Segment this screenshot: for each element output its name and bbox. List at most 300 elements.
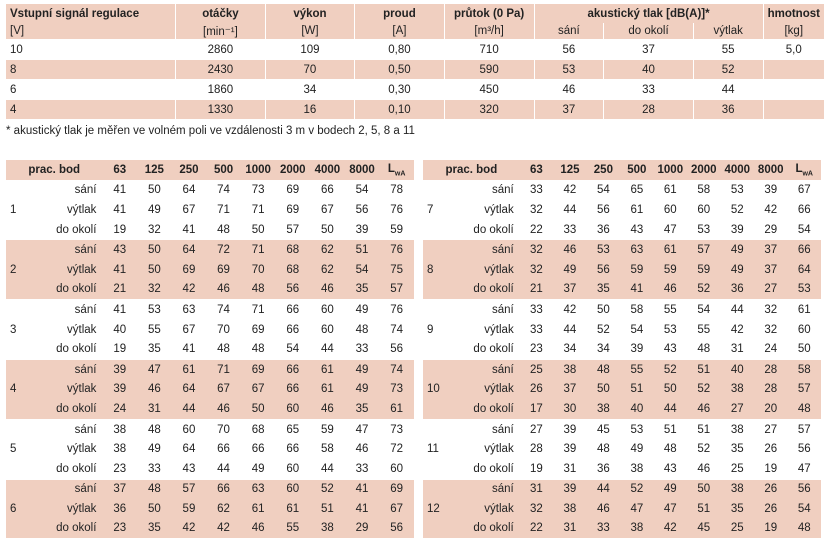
octave-cell: 66: [275, 300, 310, 320]
octave-cell: 56: [286, 283, 300, 296]
octave-cell: 72: [390, 443, 404, 456]
octave-cell: 57: [286, 223, 300, 236]
octave-cell: 48: [596, 443, 610, 456]
octave-cell: 48: [797, 402, 811, 415]
octave-point: 2: [10, 263, 17, 276]
octave-label: výtlak: [484, 323, 514, 336]
octave-cell: 35: [730, 443, 744, 456]
octave-cell: 35: [596, 283, 610, 296]
octave-cell: 75: [390, 263, 404, 276]
octave-cell: 24: [113, 402, 127, 415]
octave-cell: 54: [630, 323, 644, 336]
octave-cell: 28: [754, 359, 787, 379]
octave-cell: 66: [286, 383, 300, 396]
spec-header-col: proud: [355, 4, 445, 23]
octave-label: do okolí: [56, 462, 97, 475]
octave-header-freq: 4000: [724, 163, 751, 176]
octave-cell: 34: [563, 343, 577, 356]
octave-cell: 57: [797, 383, 811, 396]
spec-unit: [V]: [10, 25, 25, 37]
octave-cell: 49: [654, 479, 687, 499]
octave-cell: 38: [113, 443, 127, 456]
octave-cell: 57: [687, 240, 720, 260]
octave-row: [423, 220, 821, 240]
octave-row: [6, 220, 414, 240]
octave-row: [423, 200, 821, 220]
octave-cell: 60: [286, 402, 300, 415]
spec-unit: [m³/h]: [444, 23, 534, 40]
spec-cell: 28: [604, 100, 694, 120]
octave-row: [6, 180, 414, 200]
octave-cell: 31: [563, 462, 577, 475]
octave-cell: 46: [217, 283, 230, 296]
octave-cell: 59: [182, 502, 196, 515]
octave-row: [6, 499, 414, 519]
octave-cell: 63: [241, 479, 276, 499]
octave-cell: 70: [251, 263, 265, 276]
octave-cell: 53: [663, 323, 677, 336]
octave-cell: 74: [390, 323, 404, 336]
octave-cell: 26: [764, 502, 778, 515]
octave-cell: 46: [217, 402, 230, 415]
octave-cell: 25: [520, 359, 553, 379]
octave-point: 9: [427, 323, 434, 336]
octave-cell: 54: [355, 263, 369, 276]
octave-point: [423, 280, 445, 300]
octave-cell: 46: [596, 502, 610, 515]
octave-cell: 46: [320, 283, 334, 296]
octave-cell: 52: [654, 359, 687, 379]
octave-cell: 71: [241, 240, 276, 260]
octave-point: [423, 399, 445, 419]
octave-cell: 38: [630, 462, 644, 475]
octave-cell: 54: [587, 180, 620, 200]
octave-cell: 38: [721, 479, 754, 499]
octave-cell: 46: [147, 383, 161, 396]
octave-cell: 46: [320, 402, 334, 415]
spec-cell: 8: [6, 60, 176, 80]
spec-cell: 0,50: [355, 60, 445, 80]
octave-cell: 39: [754, 180, 787, 200]
spec-cell: 70: [265, 60, 355, 80]
spec-cell: [763, 80, 824, 100]
octave-cell: 49: [721, 240, 754, 260]
octave-cell: 65: [275, 419, 310, 439]
octave-point: 5: [10, 443, 17, 456]
octave-cell: 55: [697, 323, 711, 336]
octave-row: [6, 519, 414, 538]
octave-cell: 31: [730, 343, 744, 356]
octave-point: [6, 359, 28, 379]
octave-cell: 32: [520, 240, 553, 260]
octave-cell: 53: [797, 283, 811, 296]
spec-subheader: sání: [534, 23, 604, 40]
octave-cell: 46: [251, 522, 265, 535]
octave-cell: 38: [596, 402, 610, 415]
octave-cell: 19: [764, 462, 778, 475]
octave-cell: 66: [286, 323, 300, 336]
octave-label: do okolí: [473, 223, 514, 236]
octave-cell: 37: [563, 383, 577, 396]
octave-cell: 53: [721, 180, 754, 200]
octave-label: do okolí: [56, 283, 97, 296]
octave-cell: 60: [390, 462, 404, 475]
octave-cell: 30: [563, 402, 577, 415]
octave-row: [423, 260, 821, 280]
octave-cell: 49: [563, 263, 577, 276]
octave-cell: 27: [764, 283, 778, 296]
octave-label: výtlak: [67, 383, 97, 396]
octave-label: výtlak: [67, 263, 97, 276]
octave-cell: 57: [172, 479, 207, 499]
octave-cell: 52: [310, 479, 345, 499]
octave-row: [6, 399, 414, 419]
octave-cell: 56: [390, 522, 404, 535]
octave-point: [6, 339, 28, 359]
octave-cell: 33: [520, 180, 553, 200]
octave-cell: 39: [563, 443, 577, 456]
octave-cell: 63: [172, 300, 207, 320]
lwa-main: L: [795, 162, 803, 175]
octave-cell: 42: [553, 300, 586, 320]
spec-body: [6, 4, 824, 119]
octave-cell: 69: [251, 323, 265, 336]
octave-cell: 36: [730, 283, 744, 296]
octave-cell: 73: [241, 180, 276, 200]
octave-point: [6, 459, 28, 479]
octave-cell: 36: [596, 223, 610, 236]
octave-cell: 62: [217, 502, 230, 515]
octave-point: [423, 220, 445, 240]
octave-cell: 48: [137, 419, 172, 439]
octave-cell: 21: [113, 283, 127, 296]
spec-cell: 0,10: [355, 100, 445, 120]
octave-cell: 50: [251, 223, 265, 236]
octave-label: do okolí: [473, 462, 514, 475]
octave-cell: 45: [587, 419, 620, 439]
octave-cell: 69: [241, 359, 276, 379]
octave-header-freq: 63: [113, 163, 127, 176]
octave-cell: 56: [596, 263, 610, 276]
octave-cell: 32: [764, 323, 778, 336]
octave-cell: 22: [530, 522, 543, 535]
octave-cell: 66: [286, 443, 300, 456]
octave-cell: 23: [530, 343, 543, 356]
octave-cell: 42: [217, 522, 230, 535]
octave-cell: 68: [275, 240, 310, 260]
octave-cell: 67: [390, 502, 404, 515]
spec-header-acoustic: akustický tlak [dB(A)]*: [534, 4, 763, 23]
octave-cell: 40: [113, 323, 127, 336]
octave-cell: 69: [217, 263, 230, 276]
octave-cell: 40: [630, 402, 644, 415]
octave-header-freq: 500: [213, 163, 234, 176]
octave-cell: 52: [697, 383, 711, 396]
octave-cell: 51: [697, 502, 711, 515]
octave-point: [423, 479, 445, 499]
octave-cell: 65: [620, 180, 653, 200]
octave-cell: 61: [787, 300, 821, 320]
octave-cell: 42: [182, 283, 196, 296]
octave-header-freq: 2000: [690, 163, 717, 176]
octave-row: [423, 519, 821, 538]
spec-cell: 1330: [176, 100, 266, 120]
spec-cell: 36: [693, 100, 763, 120]
spec-cell: 320: [444, 100, 534, 120]
octave-cell: 73: [390, 383, 404, 396]
octave-cell: 50: [251, 402, 265, 415]
octave-cell: 66: [275, 359, 310, 379]
octave-cell: 44: [320, 462, 334, 475]
octave-cell: 59: [310, 419, 345, 439]
octave-cell: 71: [217, 203, 230, 216]
octave-cell: 35: [730, 502, 744, 515]
octave-point: 8: [427, 263, 434, 276]
octave-cell: 41: [102, 180, 137, 200]
octave-cell: 42: [730, 323, 744, 336]
octave-cell: 67: [320, 203, 334, 216]
octave-row: [6, 320, 414, 340]
octave-cell: 67: [217, 383, 230, 396]
octave-cell: 36: [113, 502, 127, 515]
octave-cell: 33: [596, 522, 610, 535]
octave-cell: 51: [687, 359, 720, 379]
octave-cell: 61: [654, 180, 687, 200]
octave-header-freq: 1000: [245, 163, 271, 176]
octave-label: sání: [28, 359, 102, 379]
octave-label: výtlak: [484, 443, 514, 456]
octave-point: [6, 300, 28, 320]
octave-cell: 43: [630, 223, 644, 236]
octave-row: [6, 339, 414, 359]
octave-cell: 50: [663, 383, 677, 396]
octave-cell: 38: [630, 522, 644, 535]
octave-cell: 50: [587, 300, 620, 320]
octave-row: [423, 180, 821, 200]
octave-cell: 27: [754, 419, 787, 439]
octave-label: výtlak: [67, 203, 97, 216]
octave-cell: 58: [787, 359, 821, 379]
octave-row: [6, 380, 414, 400]
octave-cell: 37: [764, 263, 778, 276]
spec-cell: 52: [693, 60, 763, 80]
octave-cell: 33: [563, 223, 577, 236]
octave-label: výtlak: [67, 323, 97, 336]
octave-cell: 53: [587, 240, 620, 260]
octave-point: 10: [427, 383, 440, 396]
spec-row: [6, 40, 824, 60]
octave-cell: 50: [797, 343, 811, 356]
octave-point: 3: [10, 323, 17, 336]
spec-cell: 56: [534, 40, 604, 60]
octave-label: sání: [445, 359, 519, 379]
octave-row: [423, 419, 821, 439]
octave-cell: 39: [630, 343, 644, 356]
octave-row: [423, 240, 821, 260]
octave-cell: 41: [113, 263, 127, 276]
octave-row: [423, 439, 821, 459]
octave-header-freq: 500: [627, 163, 647, 176]
octave-cell: 32: [530, 263, 543, 276]
octave-cell: 24: [764, 343, 778, 356]
octave-cell: 49: [251, 462, 265, 475]
lwa-sub: wA: [394, 169, 406, 177]
octave-cell: 42: [663, 522, 677, 535]
lwa-sub: wA: [802, 169, 813, 177]
octave-label: sání: [445, 240, 519, 260]
octave-cell: 32: [530, 502, 543, 515]
octave-point: 1: [10, 203, 17, 216]
octave-cell: 41: [113, 203, 127, 216]
octave-point: [423, 519, 445, 538]
spec-unit-row: [6, 23, 824, 40]
octave-cell: 60: [663, 203, 677, 216]
octave-cell: 41: [355, 502, 369, 515]
octave-header-point: prac. bod: [28, 163, 81, 176]
octave-cell: 52: [596, 323, 610, 336]
octave-cell: 26: [764, 443, 778, 456]
octave-cell: 23: [113, 462, 127, 475]
octave-cell: 69: [275, 180, 310, 200]
spec-subheader: do okolí: [604, 23, 694, 40]
spec-header-col: průtok (0 Pa): [444, 4, 534, 23]
octave-cell: 55: [654, 300, 687, 320]
octave-cell: 67: [787, 180, 821, 200]
octave-cell: 61: [286, 502, 300, 515]
octave-cell: 27: [730, 402, 744, 415]
octave-cell: 54: [797, 223, 811, 236]
octave-cell: 38: [553, 359, 586, 379]
octave-cell: 43: [182, 462, 196, 475]
octave-cell: 71: [206, 359, 241, 379]
octave-point: 6: [10, 502, 17, 515]
spec-cell: 46: [534, 80, 604, 100]
octave-point: [6, 220, 28, 240]
octave-cell: 50: [137, 180, 172, 200]
octave-cell: 48: [797, 522, 811, 535]
octave-cell: 72: [206, 240, 241, 260]
octave-cell: 35: [355, 402, 369, 415]
spec-cell: 109: [265, 40, 355, 60]
octave-cell: 66: [206, 479, 241, 499]
octave-cell: 76: [390, 203, 404, 216]
octave-cell: 52: [697, 283, 711, 296]
octave-point: [423, 240, 445, 260]
spec-header-weight: hmotnost: [763, 4, 824, 23]
octave-cell: 47: [797, 462, 811, 475]
octave-cell: 49: [630, 443, 644, 456]
octave-cell: 46: [553, 240, 586, 260]
octave-cell: 29: [355, 522, 369, 535]
spec-subheader: výtlak: [693, 23, 763, 40]
octave-cell: 20: [764, 402, 778, 415]
octave-header-freq: 125: [560, 163, 580, 176]
octave-cell: 76: [379, 240, 414, 260]
octave-header-freq: 125: [144, 163, 164, 176]
octave-cell: 55: [286, 522, 300, 535]
octave-row: [6, 479, 414, 499]
octave-cell: 59: [630, 263, 644, 276]
octave-cell: 25: [730, 462, 744, 475]
octave-label: sání: [28, 419, 102, 439]
octave-cell: 37: [563, 283, 577, 296]
octave-cell: 52: [730, 203, 744, 216]
octave-label: sání: [445, 479, 519, 499]
octave-cell: 33: [147, 462, 161, 475]
spec-cell: 44: [693, 80, 763, 100]
spec-cell: 40: [604, 60, 694, 80]
spec-header-col: otáčky: [176, 4, 266, 23]
octave-header-lwa: [379, 160, 414, 180]
octave-cell: 68: [241, 419, 276, 439]
octave-cell: 58: [620, 300, 653, 320]
octave-cell: 47: [663, 223, 677, 236]
octave-label: výtlak: [67, 502, 97, 515]
octave-cell: 61: [320, 383, 334, 396]
octave-cell: 59: [663, 263, 677, 276]
octave-label: sání: [445, 180, 519, 200]
octave-cell: 28: [530, 443, 543, 456]
octave-row: [6, 280, 414, 300]
octave-cell: 49: [345, 359, 380, 379]
spec-cell: 37: [604, 40, 694, 60]
spec-cell: 6: [6, 80, 176, 100]
octave-cell: 78: [379, 180, 414, 200]
octave-cell: 61: [310, 359, 345, 379]
octave-cell: 49: [345, 300, 380, 320]
octave-cell: 37: [754, 240, 787, 260]
spec-header-signal: Vstupní signál regulace: [10, 7, 140, 20]
octave-cell: 35: [355, 283, 369, 296]
octave-cell: 70: [206, 419, 241, 439]
octave-cell: 17: [530, 402, 543, 415]
octave-cell: 47: [663, 502, 677, 515]
octave-cell: 46: [355, 443, 369, 456]
octave-cell: 64: [182, 383, 196, 396]
octave-cell: 74: [206, 180, 241, 200]
octave-cell: 48: [355, 323, 369, 336]
octave-cell: 44: [721, 300, 754, 320]
octave-row: [6, 419, 414, 439]
octave-cell: 44: [320, 343, 334, 356]
octave-cell: 63: [620, 240, 653, 260]
spec-cell: 2430: [176, 60, 266, 80]
octave-row: [6, 300, 414, 320]
octave-cell: 62: [310, 240, 345, 260]
octave-cell: 21: [530, 283, 543, 296]
octave-cell: 48: [587, 359, 620, 379]
octave-cell: 48: [251, 343, 265, 356]
octave-cell: 39: [553, 479, 586, 499]
octave-row: [423, 380, 821, 400]
octave-cell: 66: [217, 443, 230, 456]
octave-point: [6, 280, 28, 300]
octave-cell: 49: [147, 203, 161, 216]
octave-cell: 51: [320, 502, 334, 515]
octave-cell: 47: [345, 419, 380, 439]
octave-header-point: prac. bod: [445, 163, 498, 176]
octave-row: [6, 359, 414, 379]
octave-cell: 41: [182, 223, 196, 236]
octave-cell: 56: [797, 443, 811, 456]
octave-cell: 50: [596, 383, 610, 396]
octave-row: [6, 439, 414, 459]
spec-cell: 0,30: [355, 80, 445, 100]
octave-cell: 32: [147, 223, 161, 236]
octave-row: [6, 240, 414, 260]
octave-cell: 54: [345, 180, 380, 200]
octave-cell: 35: [147, 522, 161, 535]
